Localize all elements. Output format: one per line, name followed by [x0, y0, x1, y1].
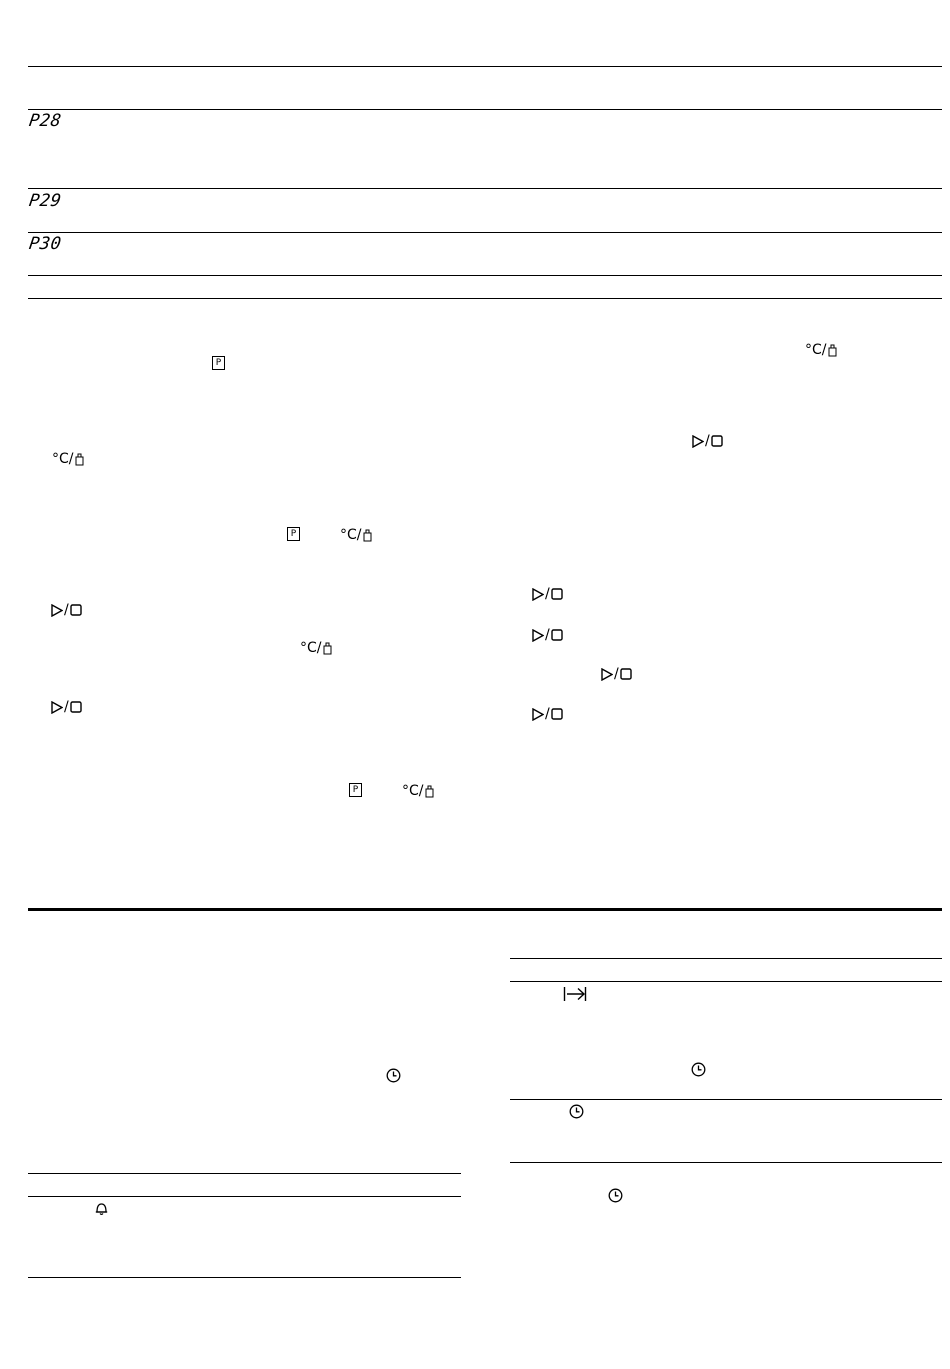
- clock-icon: [691, 1062, 706, 1077]
- timer-table-header-rule: [28, 1196, 461, 1197]
- table-row-rule: [28, 275, 942, 276]
- stop-icon: [551, 708, 563, 720]
- section-divider: [28, 908, 942, 911]
- duration-table-header-rule: [510, 981, 942, 982]
- programme-code-p28: P28: [27, 111, 63, 131]
- table-row-rule: [28, 232, 942, 233]
- play-icon: [51, 604, 63, 617]
- table-bottom-rule: [28, 298, 942, 299]
- programme-code-p29: P29: [27, 191, 63, 211]
- play-icon: [532, 588, 544, 601]
- timer-table-bottom-rule: [28, 1277, 461, 1278]
- start-stop-icon: /: [532, 586, 563, 602]
- play-icon: [692, 435, 704, 448]
- start-stop-icon: /: [692, 433, 723, 449]
- stop-icon: [620, 668, 632, 680]
- start-stop-icon: /: [601, 666, 632, 682]
- temperature-weight-icon: °C/: [52, 451, 84, 467]
- arrow-to-bar-icon: [563, 986, 587, 1002]
- start-stop-icon: /: [51, 602, 82, 618]
- start-stop-icon: /: [532, 627, 563, 643]
- start-stop-icon: /: [532, 706, 563, 722]
- weight-icon: [323, 642, 332, 655]
- temperature-weight-icon: °C/: [805, 342, 837, 358]
- duration-table-row-rule: [510, 1099, 942, 1100]
- table-top-rule: [28, 66, 942, 67]
- clock-icon: [608, 1188, 623, 1203]
- weight-icon: [363, 529, 372, 542]
- clock-icon: [386, 1068, 401, 1083]
- temperature-weight-icon: °C/: [402, 783, 434, 799]
- programme-key-icon: P: [212, 356, 225, 370]
- table-header-rule: [28, 109, 942, 110]
- timer-table-top-rule: [28, 1173, 461, 1174]
- weight-icon: [425, 785, 434, 798]
- clock-icon: [569, 1104, 584, 1119]
- stop-icon: [70, 701, 82, 713]
- weight-icon: [75, 453, 84, 466]
- bell-icon: [94, 1201, 109, 1216]
- stop-icon: [70, 604, 82, 616]
- play-icon: [532, 629, 544, 642]
- start-stop-icon: /: [51, 699, 82, 715]
- play-icon: [601, 668, 613, 681]
- duration-table-bottom-rule: [510, 1162, 942, 1163]
- programme-key-icon: P: [287, 527, 300, 541]
- stop-icon: [711, 435, 723, 447]
- stop-icon: [551, 629, 563, 641]
- programme-code-p30: P30: [27, 234, 63, 254]
- weight-icon: [828, 344, 837, 357]
- play-icon: [51, 701, 63, 714]
- play-icon: [532, 708, 544, 721]
- temperature-weight-icon: °C/: [340, 527, 372, 543]
- duration-table-top-rule: [510, 958, 942, 959]
- stop-icon: [551, 588, 563, 600]
- temperature-weight-icon: °C/: [300, 640, 332, 656]
- programme-key-icon: P: [349, 783, 362, 797]
- table-row-rule: [28, 188, 942, 189]
